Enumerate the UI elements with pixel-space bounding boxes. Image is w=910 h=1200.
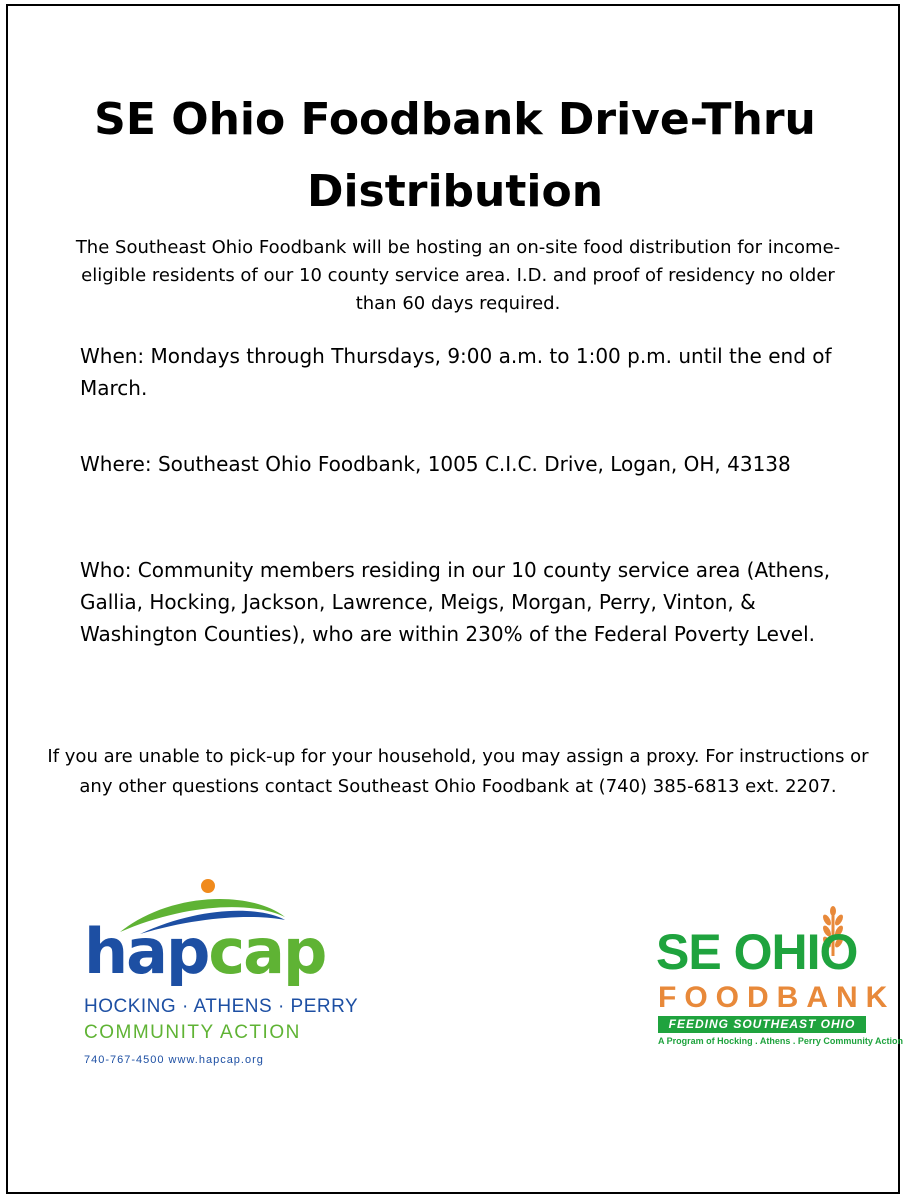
intro-paragraph: The Southeast Ohio Foodbank will be hosting an on-site food distribution for income-eligible residents of our 10 county service area. I.D. and proof of residency no older than 60 days required. bbox=[75, 237, 841, 314]
seohio-foodbank-logo bbox=[654, 906, 904, 1056]
when-label: When: bbox=[80, 344, 145, 368]
proxy-paragraph: If you are unable to pick-up for your household, you may assign a proxy. For instructions or any other questions contact Southeast Ohio Foodbank at (740) 385-6813 ext. 2207. bbox=[47, 746, 869, 797]
where-text: Southeast Ohio Foodbank, 1005 C.I.C. Drive, Logan, OH, 43138 bbox=[151, 452, 791, 476]
program-tagline: A Program of Hocking . Athens . Perry Community Action bbox=[658, 1036, 904, 1046]
seohio-wordmark: SE OHIO bbox=[656, 924, 858, 980]
foodbank-wordmark: FOODBANK bbox=[658, 981, 896, 1014]
flyer-page bbox=[6, 4, 904, 1194]
hapcap-contact: 740-767-4500 www.hapcap.org bbox=[84, 1054, 264, 1066]
flyer-title: SE Ohio Foodbank Drive-Thru Distribution bbox=[94, 94, 816, 217]
where-label: Where: bbox=[80, 452, 152, 476]
who-text: Community members residing in our 10 county service area (Athens, Gallia, Hocking, Jackson, Lawrence, Meigs, Morgan, Perry, Vinton, & Washington Counties), who are within 230% of the Federal Poverty Level. bbox=[80, 558, 831, 646]
hapcap-logo bbox=[80, 872, 359, 1082]
where-section bbox=[80, 448, 840, 480]
when-text: Mondays through Thursdays, 9:00 a.m. to 1:00 p.m. until the end of March. bbox=[80, 344, 832, 400]
hapcap-counties: HOCKING · ATHENS · PERRY bbox=[84, 996, 359, 1017]
feeding-banner: FEEDING SOUTHEAST OHIO bbox=[658, 1016, 866, 1033]
hapcap-community-action: COMMUNITY ACTION bbox=[84, 1022, 301, 1043]
who-section bbox=[80, 554, 840, 650]
hapcap-wordmark: hapcap bbox=[84, 915, 326, 988]
when-section bbox=[80, 340, 840, 404]
who-label: Who: bbox=[80, 558, 132, 582]
